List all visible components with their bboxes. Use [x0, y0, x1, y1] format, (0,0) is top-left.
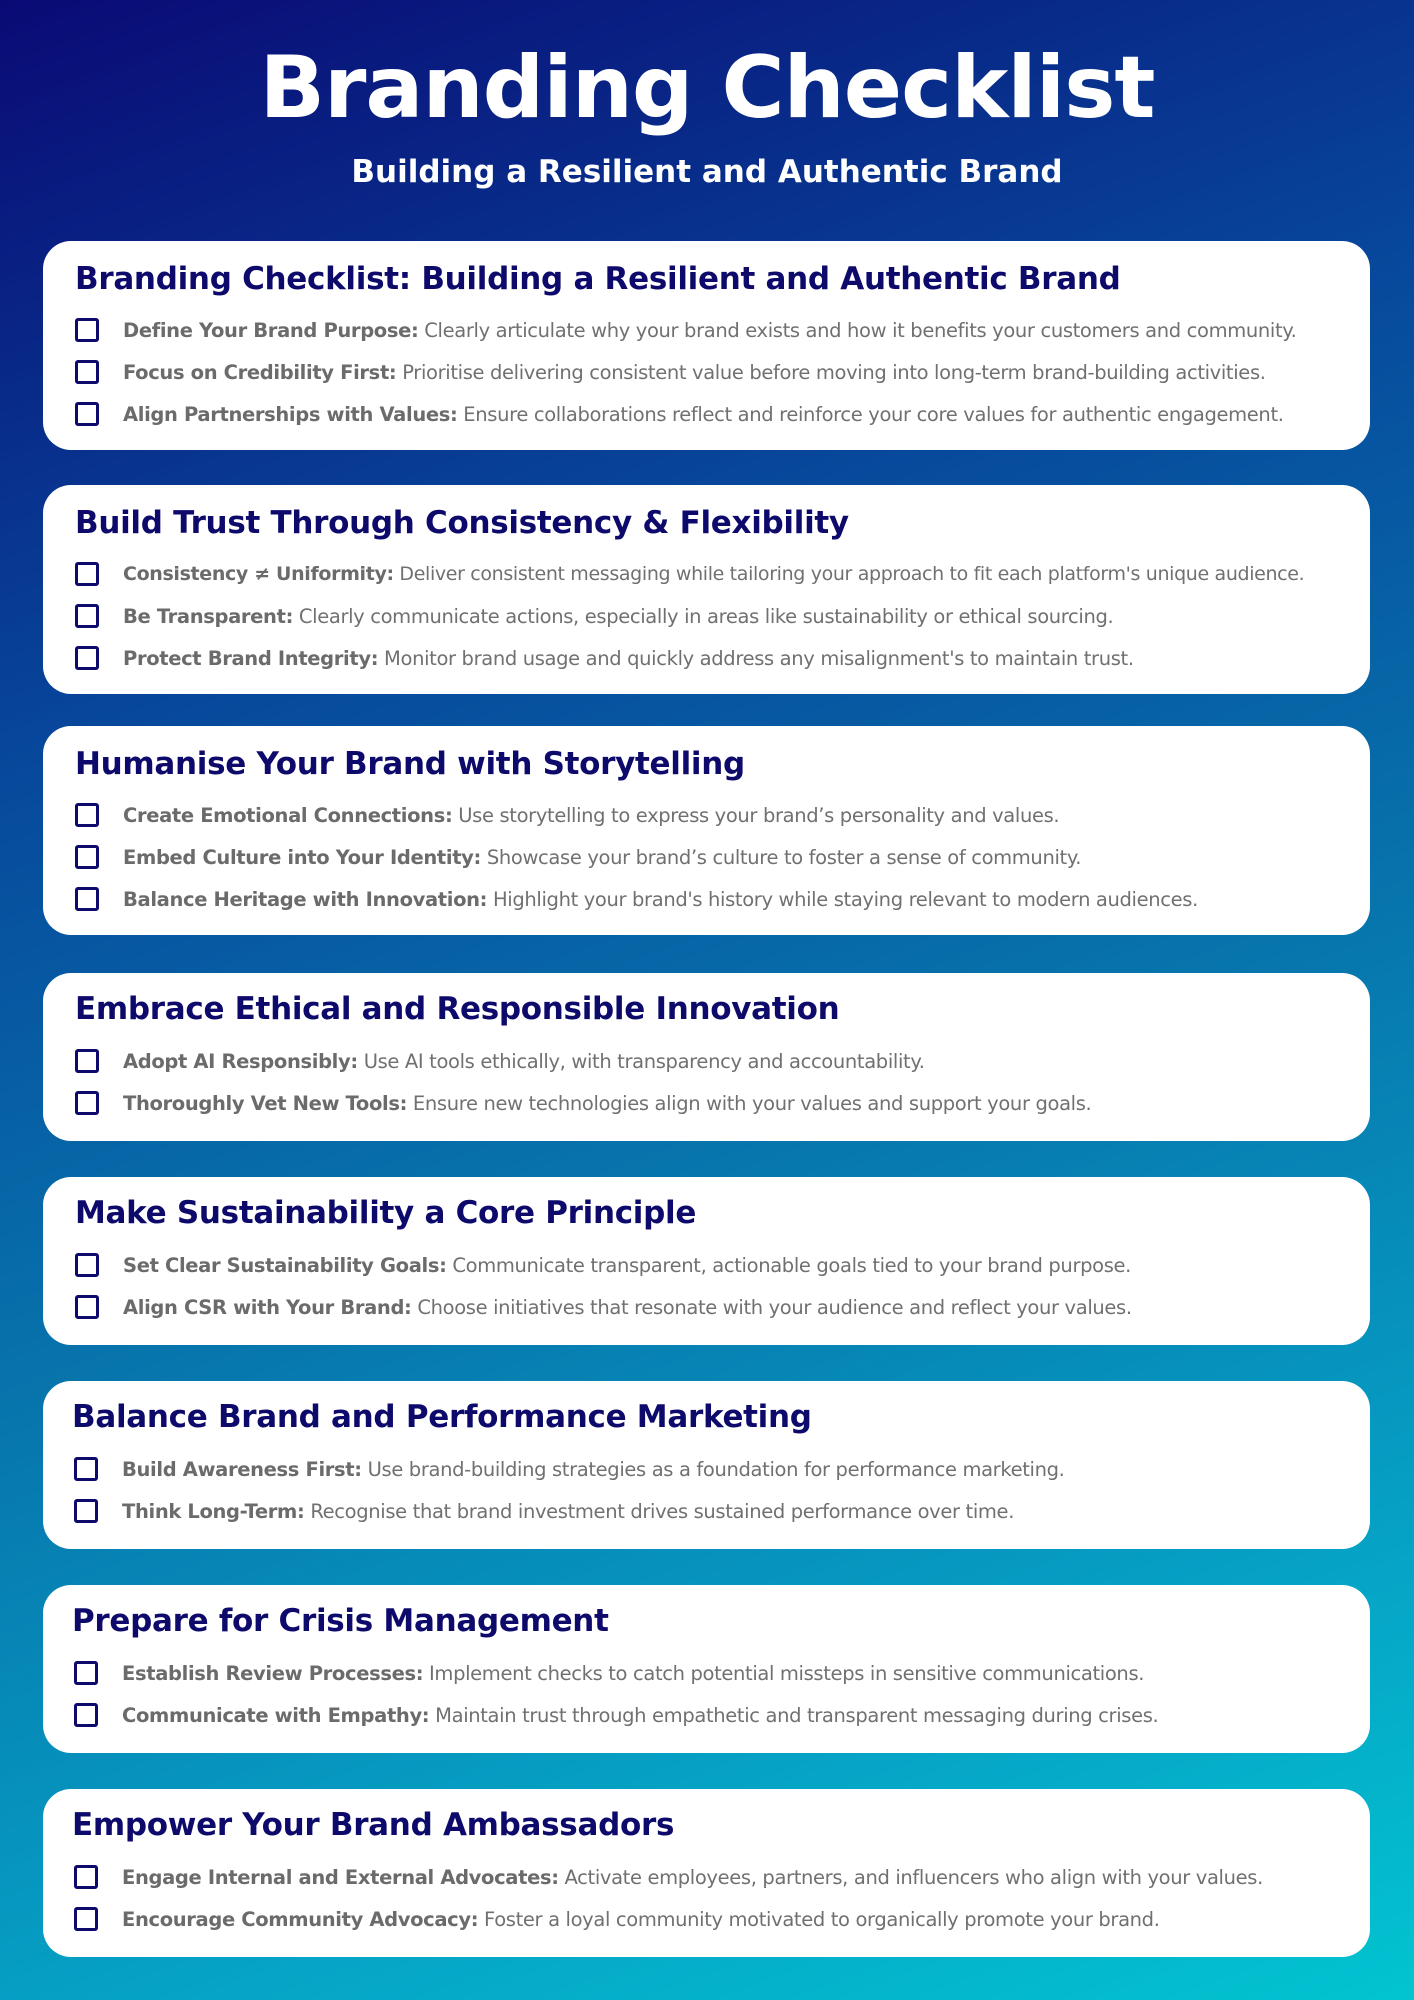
checklist-item[interactable] — [75, 357, 1266, 387]
checklist-card-performance-marketing — [43, 1381, 1370, 1549]
card-title: Build Trust Through Consistency & Flexibility — [75, 505, 849, 541]
checklist-item[interactable] — [74, 1904, 1160, 1934]
checklist-card-trust — [43, 485, 1370, 694]
card-title: Balance Brand and Performance Marketing — [72, 1399, 812, 1435]
item-label: Adopt AI Responsibly: — [123, 1049, 358, 1073]
item-description: Activate employees, partners, and influencers who align with your values. — [558, 1865, 1263, 1889]
item-label: Be Transparent: — [123, 604, 294, 628]
item-text — [123, 1050, 925, 1073]
item-description: Choose initiatives that resonate with your audience and reflect your values. — [411, 1295, 1132, 1319]
checkbox[interactable] — [75, 360, 99, 384]
checkbox[interactable] — [74, 1661, 98, 1685]
item-text — [122, 1458, 1065, 1481]
checklist-item[interactable] — [75, 800, 1059, 830]
checkbox[interactable] — [75, 887, 99, 911]
item-text — [122, 1908, 1160, 1931]
item-label: Balance Heritage with Innovation: — [123, 887, 488, 911]
item-text — [123, 1296, 1132, 1319]
item-text — [123, 563, 1304, 585]
checkbox[interactable] — [75, 1091, 99, 1115]
checkbox[interactable] — [75, 1253, 99, 1277]
item-text — [123, 1092, 1091, 1115]
checklist-card-brand-foundation — [43, 241, 1370, 450]
checklist-item[interactable] — [74, 1454, 1065, 1484]
checkbox[interactable] — [74, 1865, 98, 1889]
checklist-item[interactable] — [75, 842, 1081, 872]
item-label: Create Emotional Connections: — [123, 803, 453, 827]
checklist-item[interactable] — [75, 559, 1304, 589]
item-text — [122, 1500, 1014, 1523]
checklist-item[interactable] — [75, 1046, 925, 1076]
item-label: Encourage Community Advocacy: — [122, 1907, 479, 1931]
item-text — [123, 804, 1059, 827]
checklist-item[interactable] — [75, 643, 1134, 673]
item-description: Showcase your brand’s culture to foster a sense of community. — [480, 845, 1082, 869]
item-description: Ensure new technologies align with your values and support your goals. — [407, 1091, 1092, 1115]
checklist-card-ethical-innovation — [43, 973, 1370, 1141]
item-description: Use AI tools ethically, with transparency and accountability. — [357, 1049, 925, 1073]
item-description: Communicate transparent, actionable goals tied to your brand purpose. — [446, 1253, 1132, 1277]
item-description: Clearly communicate actions, especially in areas like sustainability or ethical sourcing. — [293, 604, 1114, 628]
item-text — [123, 846, 1081, 869]
item-label: Align Partnerships with Values: — [123, 402, 458, 426]
checklist-item[interactable] — [75, 1088, 1091, 1118]
item-label: Define Your Brand Purpose: — [123, 318, 419, 342]
item-label: Protect Brand Integrity: — [123, 646, 379, 670]
item-text — [122, 1662, 1144, 1685]
checklist-item[interactable] — [74, 1700, 1158, 1730]
checklist-item[interactable] — [74, 1658, 1144, 1688]
item-label: Think Long-Term: — [122, 1499, 305, 1523]
item-description: Monitor brand usage and quickly address any misalignment's to maintain trust. — [378, 646, 1134, 670]
item-description: Ensure collaborations reflect and reinforce your core values for authentic engagement. — [457, 402, 1284, 426]
checkbox[interactable] — [75, 803, 99, 827]
item-description: Prioritise delivering consistent value before moving into long-term brand-building activities. — [396, 360, 1266, 384]
page-subtitle: Building a Resilient and Authentic Brand — [351, 154, 1063, 190]
checklist-item[interactable] — [75, 399, 1284, 429]
checklist-item[interactable] — [74, 1496, 1014, 1526]
checklist-item[interactable] — [75, 601, 1113, 631]
card-title: Branding Checklist: Building a Resilient and Authentic Brand — [75, 261, 1121, 297]
checkbox[interactable] — [75, 402, 99, 426]
checklist-card-crisis-management — [43, 1585, 1370, 1753]
item-text — [123, 361, 1266, 384]
checklist-item[interactable] — [74, 1862, 1263, 1892]
checkbox[interactable] — [75, 318, 99, 342]
card-title: Embrace Ethical and Responsible Innovation — [75, 991, 840, 1027]
item-label: Establish Review Processes: — [122, 1661, 424, 1685]
item-label: Set Clear Sustainability Goals: — [123, 1253, 447, 1277]
checklist-item[interactable] — [75, 1292, 1132, 1322]
checklist-item[interactable] — [75, 315, 1297, 345]
item-text — [122, 1704, 1158, 1727]
checklist-card-storytelling — [43, 726, 1370, 935]
card-title: Humanise Your Brand with Storytelling — [75, 746, 745, 782]
item-text — [123, 605, 1113, 628]
checkbox[interactable] — [75, 845, 99, 869]
item-description: Recognise that brand investment drives sustained performance over time. — [304, 1499, 1015, 1523]
checkbox[interactable] — [75, 1049, 99, 1073]
checkbox[interactable] — [75, 1295, 99, 1319]
item-label: Communicate with Empathy: — [122, 1703, 430, 1727]
item-text — [123, 1254, 1131, 1277]
checkbox[interactable] — [75, 604, 99, 628]
item-description: Maintain trust through empathetic and transparent messaging during crises. — [429, 1703, 1159, 1727]
checkbox[interactable] — [74, 1907, 98, 1931]
checklist-card-brand-ambassadors — [43, 1789, 1370, 1957]
item-label: Focus on Credibility First: — [123, 360, 397, 384]
checkbox[interactable] — [74, 1457, 98, 1481]
item-label: Thoroughly Vet New Tools: — [123, 1091, 408, 1115]
checkbox[interactable] — [75, 562, 99, 586]
item-description: Highlight your brand's history while staying relevant to modern audiences. — [487, 887, 1198, 911]
item-description: Clearly articulate why your brand exists and how it benefits your customers and community. — [418, 318, 1297, 342]
checklist-item[interactable] — [75, 884, 1198, 914]
checkbox[interactable] — [75, 646, 99, 670]
checklist-item[interactable] — [75, 1250, 1131, 1280]
checklist-card-sustainability — [43, 1177, 1370, 1345]
item-label: Engage Internal and External Advocates: — [122, 1865, 559, 1889]
page-title: Branding Checklist — [259, 38, 1155, 138]
checkbox[interactable] — [74, 1703, 98, 1727]
card-title: Make Sustainability a Core Principle — [75, 1195, 697, 1231]
card-title: Prepare for Crisis Management — [72, 1603, 609, 1639]
item-label: Align CSR with Your Brand: — [123, 1295, 412, 1319]
item-label: Consistency ≠ Uniformity: — [123, 563, 394, 585]
item-description: Foster a loyal community motivated to organically promote your brand. — [478, 1907, 1160, 1931]
item-text — [122, 1866, 1263, 1889]
item-text — [123, 319, 1297, 342]
item-description: Implement checks to catch potential missteps in sensitive communications. — [423, 1661, 1145, 1685]
item-description: Use storytelling to express your brand’s personality and values. — [452, 803, 1060, 827]
item-label: Embed Culture into Your Identity: — [123, 845, 481, 869]
item-text — [123, 888, 1198, 911]
checkbox[interactable] — [74, 1499, 98, 1523]
item-text — [123, 647, 1134, 670]
item-description: Deliver consistent messaging while tailoring your approach to fit each platform's unique audience. — [393, 563, 1305, 585]
item-label: Build Awareness First: — [122, 1457, 362, 1481]
item-description: Use brand-building strategies as a foundation for performance marketing. — [361, 1457, 1065, 1481]
item-text — [123, 403, 1284, 426]
card-title: Empower Your Brand Ambassadors — [72, 1807, 675, 1843]
